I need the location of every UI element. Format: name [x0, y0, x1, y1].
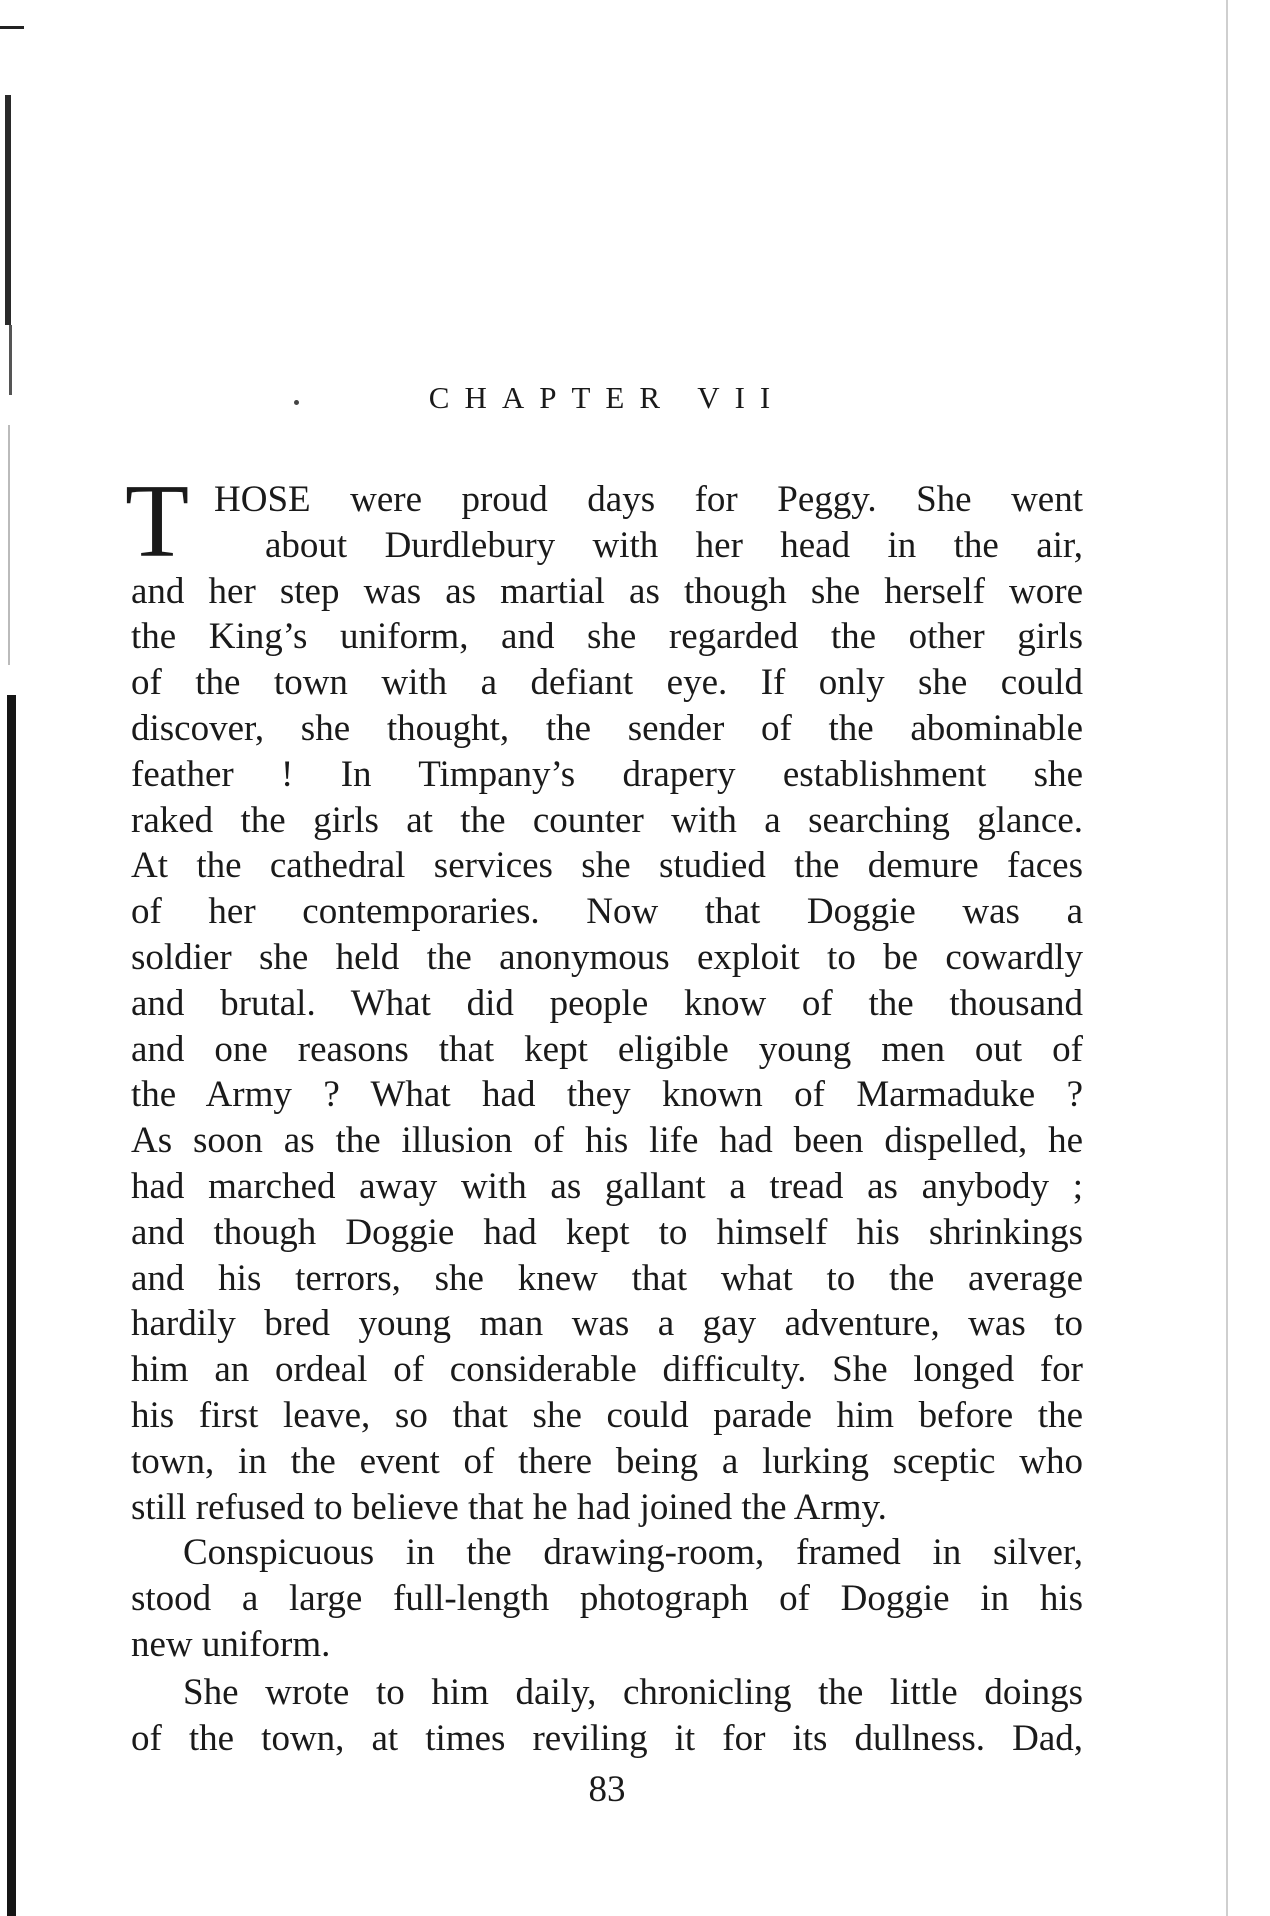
text-line: of her contemporaries. Now that Doggie was a: [131, 891, 1083, 933]
binding-shadow: [0, 95, 16, 1916]
text-line: of the town with a defiant eye. If only she could: [131, 662, 1083, 704]
text-line: As soon as the illusion of his life had been dispelled, he: [131, 1120, 1083, 1162]
text-line: of the town, at times reviling it for its dullness. Dad,: [131, 1717, 1083, 1759]
text-line: and though Doggie had kept to himself his shrinkings: [131, 1211, 1083, 1253]
text-line: still refused to believe that he had joined the Army.: [131, 1486, 887, 1528]
scan-mark: [0, 26, 24, 29]
text-line: raked the girls at the counter with a searching glance.: [131, 799, 1083, 841]
text-line: had marched away with as gallant a tread as anybody ;: [131, 1165, 1083, 1207]
text-line: town, in the event of there being a lurking sceptic who: [131, 1440, 1083, 1482]
text-line: feather ! In Timpany’s drapery establishment she: [131, 753, 1083, 795]
page-edge-rule: [1226, 0, 1228, 1916]
text-line: At the cathedral services she studied the demure faces: [131, 845, 1083, 887]
paragraph-3: [131, 1670, 1083, 1762]
text-line: soldier she held the anonymous exploit to be cowardly: [131, 936, 1083, 978]
text-line: discover, she thought, the sender of the abominable: [131, 707, 1083, 749]
text-line: Conspicuous in the drawing-room, framed in silver,: [183, 1532, 1083, 1573]
drop-cap: T: [125, 462, 190, 579]
paragraph-1: [125, 462, 1083, 1530]
text-line: hardily bred young man was a gay adventure, was to: [131, 1303, 1083, 1345]
text-line: and his terrors, she knew that what to the average: [131, 1257, 1083, 1299]
text-line: and one reasons that kept eligible young men out of: [131, 1028, 1083, 1070]
paragraph-2: [131, 1530, 1083, 1667]
text-line: and brutal. What did people know of the thousand: [131, 982, 1083, 1024]
text-line: stood a large full-length photograph of Doggie in his: [131, 1577, 1083, 1619]
text-line: the King’s uniform, and she regarded the other girls: [131, 616, 1083, 658]
chapter-heading: CHAPTER VII: [428, 380, 786, 415]
text-line: him an ordeal of considerable difficulty. She longed for: [131, 1349, 1083, 1391]
page-number: 83: [588, 1769, 626, 1810]
text-line: the Army ? What had they known of Marmaduke ?: [131, 1074, 1083, 1116]
text-line: his first leave, so that she could parade him before the: [131, 1394, 1083, 1436]
text-line: HOSE were proud days for Peggy. She went: [214, 479, 1083, 520]
text-line: and her step was as martial as though she herself wore: [131, 570, 1083, 612]
text-line: new uniform.: [131, 1623, 331, 1665]
text-line: She wrote to him daily, chronicling the little doings: [183, 1672, 1083, 1713]
text-line: about Durdlebury with her head in the air,: [265, 524, 1083, 566]
